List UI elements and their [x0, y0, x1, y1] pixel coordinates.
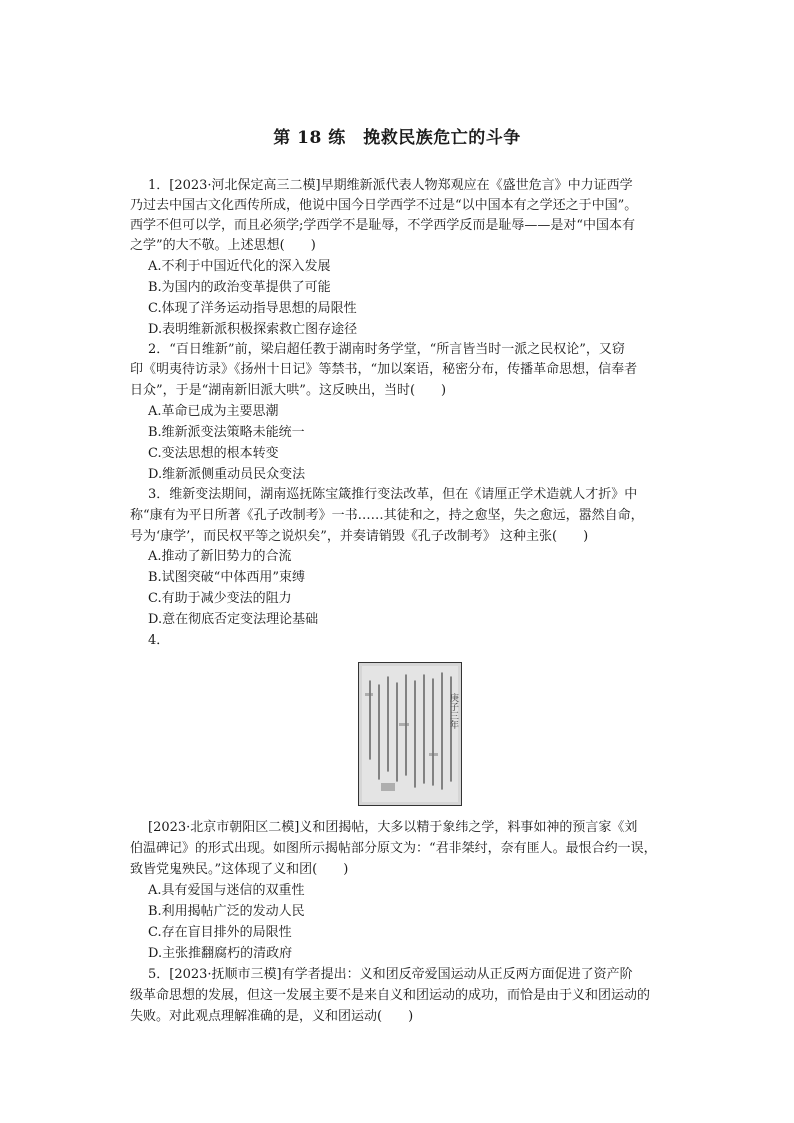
- q4-option-b: B.利用揭帖广泛的发动人民: [148, 904, 305, 919]
- q5-line-1: 5．[2023·抚顺市三模]有学者提出：义和团反帝爱国运动从正反两方面促进了资产阶: [148, 967, 633, 982]
- page-title: 第 18 练 挽救民族危亡的斗争: [273, 128, 521, 148]
- q5-line-3: 失败。对此观点理解准确的是，义和团运动( ): [130, 1009, 414, 1024]
- q2-option-a: A.革命已成为主要思潮: [148, 404, 279, 419]
- q3-line-1: 3．维新变法期间，湖南巡抚陈宝箴推行变法改革，但在《请厘正学术造就人才折》中: [148, 487, 638, 502]
- q1-line-2: 乃过去中国古文化西传所成，他说中国今日学西学不过是“以中国本有之学还之于中国”。: [130, 198, 638, 213]
- q3-line-3: 号为‘康学’，而民权平等之说炽矣”，并奏请销毁《孔子改制考》 这种主张( ): [130, 529, 589, 544]
- q4-line-3: 致皆党鬼殃民。”这体现了义和团( ): [130, 862, 349, 877]
- q2-option-c: C.变法思想的根本转变: [148, 446, 279, 461]
- q1-option-d: D.表明维新派积极探索救亡图存途径: [148, 322, 358, 337]
- boxer-placard-image: [358, 662, 462, 806]
- q4-line-1: [2023·北京市朝阳区二模]义和团揭帖，大多以精于象纬之学，料事如神的预言家《刘: [148, 820, 638, 835]
- q4-number: 4．: [148, 633, 170, 648]
- q3-option-c: C.有助于减少变法的阻力: [148, 591, 292, 606]
- q3-option-d: D.意在彻底否定变法理论基础: [148, 612, 319, 627]
- q3-line-2: 称“康有为平日所著《孔子改制考》一书……其徒和之，持之愈坚，失之愈远，嚣然自命，: [130, 508, 644, 523]
- q2-line-2: 印《明夷待访录》《扬州十日记》等禁书，“加以案语，秘密分布，传播革命思想，信奉者: [130, 362, 638, 377]
- q1-line-1: 1．[2023·河北保定高三二模]早期维新派代表人物郑观应在《盛世危言》中力证西学: [148, 178, 633, 193]
- q2-option-b: B.维新派变法策略未能统一: [148, 425, 305, 440]
- q1-option-a: A.不利于中国近代化的深入发展: [148, 259, 331, 274]
- q3-option-a: A.推动了新旧势力的合流: [148, 549, 292, 564]
- q2-line-1: 2．“百日维新”前，梁启超任教于湖南时务学堂，“所言皆当时一派之民权论”，又窃: [148, 342, 625, 357]
- q4-line-2: 伯温碑记》的形式出现。如图所示揭帖部分原文为：“君非桀纣，奈有匪人。最恨合约一误，: [130, 841, 657, 856]
- q1-option-b: B.为国内的政治变革提供了可能: [148, 280, 331, 295]
- q5-line-2: 级革命思想的发展，但这一发展主要不是来自义和团运动的成功，而恰是由于义和团运动的: [130, 988, 651, 1003]
- q4-option-d: D.主张推翻腐朽的清政府: [148, 946, 293, 961]
- q4-option-a: A.具有爱国与迷信的双重性: [148, 883, 305, 898]
- q4-option-c: C.存在盲目排外的局限性: [148, 925, 292, 940]
- q3-option-b: B.试图突破“中体西用”束缚: [148, 570, 305, 585]
- q2-line-3: 日众”，于是“湖南新旧派大哄”。这反映出，当时( ): [130, 383, 447, 398]
- q1-option-c: C.体现了洋务运动指导思想的局限性: [148, 301, 357, 316]
- placard-heading: 庚子三年: [448, 693, 458, 729]
- q1-line-3: 西学不但可以学，而且必须学;学西学不是耻辱，不学西学反而是耻辱——是对“中国本有: [130, 218, 636, 233]
- q2-option-d: D.维新派侧重动员民众变法: [148, 467, 306, 482]
- q1-line-4: 之学”的大不敬。上述思想( ): [130, 238, 316, 253]
